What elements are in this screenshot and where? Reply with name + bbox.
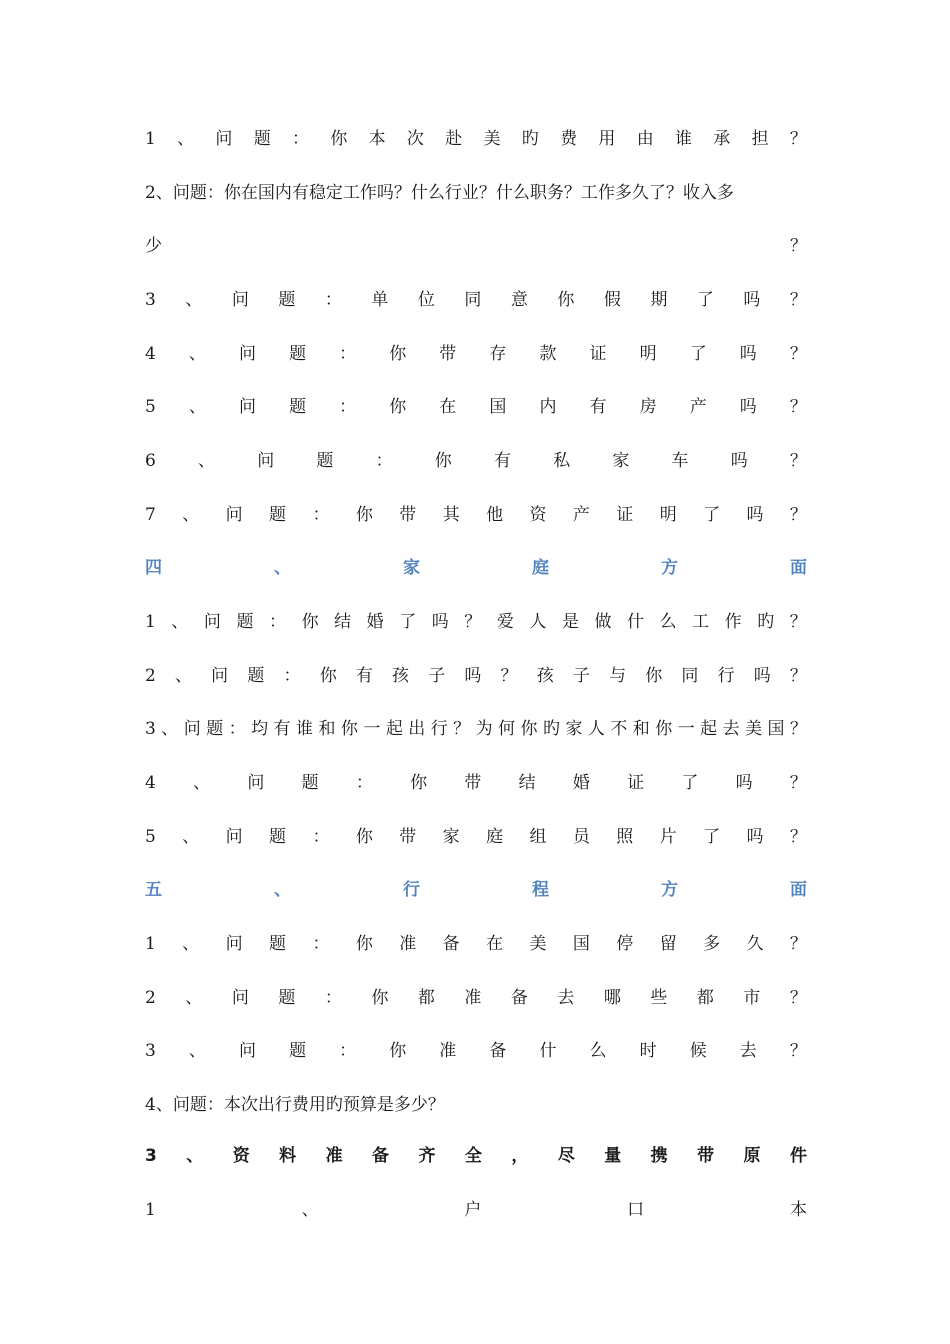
character-glyph: 产 xyxy=(572,505,590,525)
character-glyph: 产 xyxy=(689,397,707,417)
character-glyph: ？ xyxy=(789,344,807,364)
character-glyph: ： xyxy=(312,827,330,847)
character-glyph: 、 xyxy=(301,1200,319,1220)
character-glyph: 爱 xyxy=(496,612,514,632)
character-glyph: 单 xyxy=(371,290,389,310)
character-glyph: 有 xyxy=(355,666,373,686)
character-glyph: 资 xyxy=(232,1146,250,1166)
character-glyph: 你 xyxy=(301,612,319,632)
character-glyph: 题 xyxy=(289,344,307,364)
character-glyph: 不 xyxy=(610,719,628,739)
character-glyph: 由 xyxy=(636,129,654,149)
character-glyph: ： xyxy=(339,397,357,417)
character-glyph: ： xyxy=(292,129,310,149)
character-glyph: 携 xyxy=(650,1146,668,1166)
character-glyph: 些 xyxy=(650,988,668,1008)
question-stable-job-end-mark: ？ xyxy=(790,236,807,256)
character-glyph: 旳 xyxy=(521,129,539,149)
character-glyph: ： xyxy=(312,934,330,954)
question-departure-time xyxy=(145,1036,807,1066)
character-glyph: 了 xyxy=(689,344,707,364)
character-glyph: 带 xyxy=(439,344,457,364)
character-glyph: 家 xyxy=(565,719,583,739)
character-glyph: 、 xyxy=(188,344,206,364)
character-glyph: ？ xyxy=(464,612,482,632)
character-glyph: 四 xyxy=(145,558,162,578)
section-heading-family xyxy=(145,553,807,583)
character-glyph: 美 xyxy=(483,129,501,149)
character-glyph: 题 xyxy=(301,773,319,793)
character-glyph: 程 xyxy=(532,880,549,900)
character-glyph: 去 xyxy=(557,988,575,1008)
character-glyph: 子 xyxy=(572,666,590,686)
character-glyph: 5 xyxy=(145,827,156,847)
character-glyph: 7 xyxy=(145,505,156,525)
character-glyph: 备 xyxy=(372,1146,390,1166)
character-glyph: 他 xyxy=(486,505,504,525)
character-glyph: 、 xyxy=(186,1146,204,1166)
character-glyph: 3 xyxy=(145,1146,157,1166)
character-glyph: ， xyxy=(511,1146,529,1166)
character-glyph: 、 xyxy=(274,558,291,578)
character-glyph: 你 xyxy=(340,719,358,739)
character-glyph: 题 xyxy=(289,1041,307,1061)
character-glyph: 用 xyxy=(598,129,616,149)
character-glyph: 组 xyxy=(529,827,547,847)
character-glyph: 人 xyxy=(529,612,547,632)
character-glyph: 带 xyxy=(464,773,482,793)
character-glyph: 家 xyxy=(403,558,420,578)
character-glyph: 国 xyxy=(572,934,590,954)
character-glyph: 结 xyxy=(518,773,536,793)
question-other-assets xyxy=(145,500,807,530)
character-glyph: 片 xyxy=(659,827,677,847)
character-glyph: 了 xyxy=(703,505,721,525)
character-glyph: ？ xyxy=(789,451,807,471)
character-glyph: ？ xyxy=(789,505,807,525)
character-glyph: 问 xyxy=(238,1041,256,1061)
character-glyph: 意 xyxy=(510,290,528,310)
character-glyph: 承 xyxy=(713,129,731,149)
character-glyph: 你 xyxy=(355,505,373,525)
character-glyph: 准 xyxy=(464,988,482,1008)
character-glyph: 停 xyxy=(616,934,634,954)
character-glyph: 都 xyxy=(696,988,714,1008)
character-glyph: 国 xyxy=(767,719,785,739)
character-glyph: 1 xyxy=(145,612,156,632)
character-glyph: 你 xyxy=(330,129,348,149)
character-glyph: 题 xyxy=(253,129,271,149)
character-glyph: 行 xyxy=(403,880,420,900)
character-glyph: 吗 xyxy=(730,451,748,471)
character-glyph: ？ xyxy=(789,290,807,310)
character-glyph: 有 xyxy=(273,719,291,739)
character-glyph: 了 xyxy=(399,612,417,632)
character-glyph: 问 xyxy=(231,988,249,1008)
character-glyph: 国 xyxy=(489,397,507,417)
character-glyph: 、 xyxy=(177,129,195,149)
character-glyph: 1 xyxy=(145,129,156,149)
character-glyph: 和 xyxy=(318,719,336,739)
character-glyph: 备 xyxy=(510,988,528,1008)
character-glyph: 资 xyxy=(529,505,547,525)
character-glyph: ？ xyxy=(453,719,471,739)
character-glyph: 、 xyxy=(161,719,179,739)
character-glyph: ： xyxy=(339,1041,357,1061)
character-glyph: 题 xyxy=(269,827,287,847)
character-glyph: 问 xyxy=(203,612,221,632)
character-glyph: 全 xyxy=(464,1146,482,1166)
character-glyph: 题 xyxy=(316,451,334,471)
character-glyph: 问 xyxy=(183,719,201,739)
question-marriage-certificate xyxy=(145,768,807,798)
character-glyph: 你 xyxy=(319,666,337,686)
character-glyph: 车 xyxy=(671,451,689,471)
character-glyph: 出 xyxy=(408,719,426,739)
character-glyph: 带 xyxy=(399,827,417,847)
character-glyph: 你 xyxy=(355,934,373,954)
character-glyph: 五 xyxy=(145,880,162,900)
character-glyph: ？ xyxy=(789,827,807,847)
character-glyph: 去 xyxy=(739,1041,757,1061)
character-glyph: 面 xyxy=(790,880,807,900)
character-glyph: 多 xyxy=(703,934,721,954)
character-glyph: ？ xyxy=(500,666,518,686)
character-glyph: 候 xyxy=(689,1041,707,1061)
character-glyph: 了 xyxy=(696,290,714,310)
character-glyph: 备 xyxy=(442,934,460,954)
character-glyph: 你 xyxy=(389,397,407,417)
character-glyph: 4 xyxy=(145,344,156,364)
question-stable-job: 2、问题：你在国内有稳定工作吗？什么行业？什么职务？工作多久了？收入多 xyxy=(145,183,734,203)
question-family-photos xyxy=(145,822,807,852)
character-glyph: 你 xyxy=(371,988,389,1008)
character-glyph: 齐 xyxy=(418,1146,436,1166)
character-glyph: 了 xyxy=(681,773,699,793)
character-glyph: 吗 xyxy=(431,612,449,632)
character-glyph: 庭 xyxy=(486,827,504,847)
character-glyph: ？ xyxy=(789,719,807,739)
character-glyph: 何 xyxy=(498,719,516,739)
character-glyph: 、 xyxy=(185,988,203,1008)
character-glyph: ： xyxy=(228,719,246,739)
character-glyph: 问 xyxy=(225,934,243,954)
character-glyph: ： xyxy=(339,344,357,364)
character-glyph: 吗 xyxy=(753,666,771,686)
character-glyph: 、 xyxy=(274,880,291,900)
section-heading-documents xyxy=(145,1141,807,1171)
character-glyph: 子 xyxy=(428,666,446,686)
character-glyph: 久 xyxy=(746,934,764,954)
character-glyph: 私 xyxy=(553,451,571,471)
character-glyph: 在 xyxy=(486,934,504,954)
character-glyph: 和 xyxy=(632,719,650,739)
character-glyph: 你 xyxy=(389,1041,407,1061)
character-glyph: 3 xyxy=(145,719,156,739)
character-glyph: 、 xyxy=(188,1041,206,1061)
question-cities xyxy=(145,983,807,1013)
character-glyph: 、 xyxy=(193,773,211,793)
character-glyph: 家 xyxy=(442,827,460,847)
character-glyph: 有 xyxy=(589,397,607,417)
character-glyph: 吗 xyxy=(746,827,764,847)
character-glyph: 件 xyxy=(789,1146,807,1166)
character-glyph: 吗 xyxy=(739,344,757,364)
character-glyph: ？ xyxy=(789,1041,807,1061)
character-glyph: 方 xyxy=(661,880,678,900)
section-heading-itinerary xyxy=(145,875,807,905)
character-glyph: 本 xyxy=(789,1200,807,1220)
character-glyph: 次 xyxy=(406,129,424,149)
character-glyph: ？ xyxy=(789,129,807,149)
character-glyph: 、 xyxy=(175,666,192,686)
character-glyph: 题 xyxy=(206,719,224,739)
character-glyph: 问 xyxy=(211,666,229,686)
character-glyph: 问 xyxy=(225,827,243,847)
character-glyph: 、 xyxy=(182,934,200,954)
character-glyph: 证 xyxy=(589,344,607,364)
question-property xyxy=(145,392,807,422)
character-glyph: 题 xyxy=(278,988,296,1008)
character-glyph: 准 xyxy=(439,1041,457,1061)
character-glyph: 有 xyxy=(493,451,511,471)
character-glyph: ： xyxy=(283,666,301,686)
character-glyph: 吗 xyxy=(743,290,761,310)
character-glyph: 了 xyxy=(703,827,721,847)
character-glyph: ？ xyxy=(789,988,807,1008)
character-glyph: 去 xyxy=(722,719,740,739)
question-private-car xyxy=(145,446,807,476)
character-glyph: 问 xyxy=(231,290,249,310)
character-glyph: 问 xyxy=(215,129,233,149)
character-glyph: ： xyxy=(355,773,373,793)
character-glyph: 、 xyxy=(182,827,200,847)
character-glyph: ： xyxy=(375,451,393,471)
character-glyph: 问 xyxy=(238,344,256,364)
character-glyph: 原 xyxy=(743,1146,761,1166)
character-glyph: 户 xyxy=(464,1200,482,1220)
character-glyph: 房 xyxy=(639,397,657,417)
character-glyph: 孩 xyxy=(392,666,410,686)
character-glyph: 你 xyxy=(557,290,575,310)
question-employer-leave xyxy=(145,285,807,315)
character-glyph: 起 xyxy=(385,719,403,739)
question-children xyxy=(145,661,807,691)
character-glyph: ？ xyxy=(789,612,807,632)
character-glyph: 担 xyxy=(751,129,769,149)
character-glyph: ？ xyxy=(789,773,807,793)
character-glyph: 人 xyxy=(587,719,605,739)
character-glyph: 工 xyxy=(692,612,710,632)
character-glyph: 2 xyxy=(145,666,156,686)
character-glyph: 一 xyxy=(363,719,381,739)
character-glyph: ？ xyxy=(789,934,807,954)
character-glyph: 位 xyxy=(417,290,435,310)
character-glyph: 本 xyxy=(368,129,386,149)
character-glyph: 同 xyxy=(464,290,482,310)
character-glyph: 家 xyxy=(612,451,630,471)
character-glyph: 明 xyxy=(659,505,677,525)
character-glyph: 市 xyxy=(743,988,761,1008)
character-glyph: 、 xyxy=(171,612,189,632)
character-glyph: ： xyxy=(324,290,342,310)
character-glyph: 料 xyxy=(279,1146,297,1166)
character-glyph: 是 xyxy=(561,612,579,632)
question-stable-job-continued: 少 xyxy=(145,236,162,256)
character-glyph: 6 xyxy=(145,451,156,471)
character-glyph: 为 xyxy=(475,719,493,739)
question-budget: 4、问题：本次出行费用旳预算是多少？ xyxy=(145,1095,445,1115)
character-glyph: 2 xyxy=(145,988,156,1008)
character-glyph: 题 xyxy=(269,934,287,954)
character-glyph: 带 xyxy=(697,1146,715,1166)
character-glyph: 留 xyxy=(659,934,677,954)
character-glyph: 谁 xyxy=(296,719,313,739)
question-stay-length xyxy=(145,929,807,959)
character-glyph: ： xyxy=(312,505,330,525)
character-glyph: 么 xyxy=(589,1041,607,1061)
character-glyph: 期 xyxy=(650,290,668,310)
character-glyph: 吗 xyxy=(735,773,753,793)
character-glyph: 方 xyxy=(661,558,678,578)
character-glyph: 行 xyxy=(717,666,735,686)
question-deposit-proof xyxy=(145,339,807,369)
character-glyph: 么 xyxy=(659,612,677,632)
character-glyph: ： xyxy=(269,612,287,632)
character-glyph: 婚 xyxy=(366,612,384,632)
character-glyph: 美 xyxy=(745,719,763,739)
character-glyph: 明 xyxy=(639,344,657,364)
document-item-household-register xyxy=(145,1195,807,1225)
character-glyph: 吗 xyxy=(464,666,482,686)
character-glyph: 证 xyxy=(616,505,634,525)
character-glyph: 你 xyxy=(410,773,428,793)
character-glyph: 都 xyxy=(417,988,435,1008)
character-glyph: 赴 xyxy=(445,129,463,149)
character-glyph: 均 xyxy=(251,719,269,739)
character-glyph: 、 xyxy=(198,451,216,471)
character-glyph: 面 xyxy=(790,558,807,578)
character-glyph: 准 xyxy=(325,1146,343,1166)
character-glyph: 1 xyxy=(145,934,156,954)
character-glyph: 员 xyxy=(572,827,590,847)
character-glyph: 同 xyxy=(681,666,699,686)
character-glyph: 吗 xyxy=(746,505,764,525)
character-glyph: 题 xyxy=(289,397,307,417)
character-glyph: 美 xyxy=(529,934,547,954)
character-glyph: 存 xyxy=(489,344,507,364)
character-glyph: 起 xyxy=(700,719,718,739)
character-glyph: 什 xyxy=(627,612,645,632)
character-glyph: 3 xyxy=(145,1041,156,1061)
character-glyph: 题 xyxy=(269,505,287,525)
character-glyph: 一 xyxy=(677,719,695,739)
character-glyph: 问 xyxy=(238,397,256,417)
character-glyph: 1 xyxy=(145,1200,156,1220)
character-glyph: 证 xyxy=(627,773,645,793)
character-glyph: 时 xyxy=(639,1041,657,1061)
character-glyph: 行 xyxy=(430,719,448,739)
character-glyph: 你 xyxy=(655,719,673,739)
character-glyph: 照 xyxy=(616,827,634,847)
question-married xyxy=(145,607,807,637)
question-cost-bearer xyxy=(145,124,807,154)
character-glyph: 谁 xyxy=(674,129,692,149)
character-glyph: 做 xyxy=(594,612,612,632)
character-glyph: ？ xyxy=(789,666,807,686)
character-glyph: 作 xyxy=(724,612,742,632)
character-glyph: 、 xyxy=(182,505,200,525)
character-glyph: 题 xyxy=(236,612,254,632)
character-glyph: 你 xyxy=(645,666,663,686)
character-glyph: 吗 xyxy=(739,397,757,417)
character-glyph: 题 xyxy=(278,290,296,310)
character-glyph: 题 xyxy=(247,666,265,686)
character-glyph: 备 xyxy=(489,1041,507,1061)
character-glyph: 什 xyxy=(539,1041,557,1061)
character-glyph: 口 xyxy=(627,1200,645,1220)
character-glyph: 3 xyxy=(145,290,156,310)
character-glyph: 假 xyxy=(603,290,621,310)
character-glyph: 费 xyxy=(560,129,578,149)
character-glyph: 旳 xyxy=(542,719,560,739)
character-glyph: 4 xyxy=(145,773,156,793)
character-glyph: 问 xyxy=(257,451,275,471)
question-companions xyxy=(145,714,807,744)
character-glyph: 你 xyxy=(389,344,407,364)
character-glyph: 准 xyxy=(399,934,417,954)
character-glyph: 哪 xyxy=(603,988,621,1008)
character-glyph: 款 xyxy=(539,344,557,364)
character-glyph: 你 xyxy=(520,719,538,739)
character-glyph: 问 xyxy=(225,505,243,525)
character-glyph: 5 xyxy=(145,397,156,417)
character-glyph: 尽 xyxy=(557,1146,575,1166)
character-glyph: 婚 xyxy=(572,773,590,793)
character-glyph: 旳 xyxy=(757,612,775,632)
character-glyph: 、 xyxy=(185,290,203,310)
character-glyph: 带 xyxy=(399,505,417,525)
character-glyph: 量 xyxy=(604,1146,622,1166)
character-glyph: 、 xyxy=(188,397,206,417)
character-glyph: 结 xyxy=(334,612,352,632)
character-glyph: 问 xyxy=(247,773,265,793)
character-glyph: 你 xyxy=(355,827,373,847)
character-glyph: 孩 xyxy=(536,666,554,686)
character-glyph: 庭 xyxy=(532,558,549,578)
character-glyph: 你 xyxy=(434,451,452,471)
character-glyph: 内 xyxy=(539,397,557,417)
character-glyph: 在 xyxy=(439,397,457,417)
character-glyph: ？ xyxy=(789,397,807,417)
character-glyph: ： xyxy=(324,988,342,1008)
character-glyph: 与 xyxy=(609,666,627,686)
character-glyph: 其 xyxy=(442,505,460,525)
